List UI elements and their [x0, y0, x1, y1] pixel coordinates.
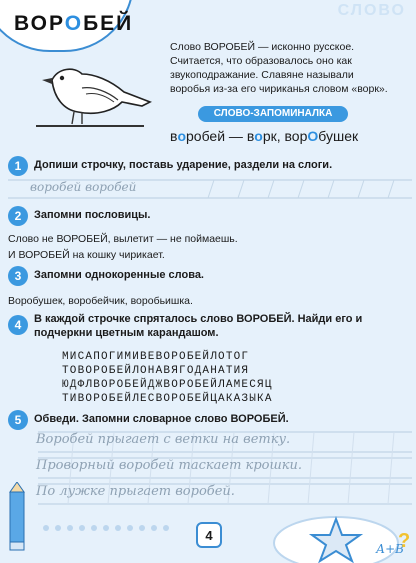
question-mark-icon: ?: [398, 530, 411, 552]
task-title-3: Запомни однокоренные слова.: [34, 269, 204, 281]
trace-line-3[interactable]: По лужке прыгает воробей.: [36, 484, 235, 499]
trace-line-1[interactable]: Воробей прыгает с ветки на ветку.: [36, 432, 291, 447]
ab-label: А+В: [376, 542, 404, 556]
star-decoration-icon: [266, 513, 416, 563]
proverb-1: Слово не ВОРОБЕЙ, вылетит — не поймаешь.: [8, 233, 238, 245]
task-title-1: Допиши строчку, поставь ударение, раздели на слоги.: [34, 159, 333, 171]
letter-row-3[interactable]: ЮДФЛВОРОБЕЙДЖВОРОБЕЙЛАМЕСЯЦ: [62, 379, 273, 391]
task-title-4: В каждой строчке спряталось слово ВОРОБЕЙ. Найди его и подчеркни цветным карандашом.: [34, 313, 363, 339]
sparrow-illustration: [34, 58, 154, 133]
page-number-box: [196, 522, 222, 548]
task-title-2: Запомни пословицы.: [34, 209, 151, 221]
task-number-2: 2: [8, 206, 28, 226]
letter-row-4[interactable]: ТИВОРОБЕЙЛЕСВОРОБЕЙЦАКАЗЫКА: [62, 393, 273, 405]
mnemonic-label: СЛОВО-ЗАПОМИНАЛКА: [198, 106, 348, 122]
intro-text: Слово ВОРОБЕЙ — исконно русское. Считается, что образовалось оно как звукоподражание. Славяне называли воробья из-за его чириканья словом «ворк».: [170, 41, 388, 95]
page-number: 4: [196, 522, 222, 548]
page-title: ВОРОБЕЙ: [14, 12, 134, 35]
trace-line-2[interactable]: Проворный воробей таскает крошки.: [36, 458, 303, 473]
mnemonic-text: воробей — ворк, ворОбушек: [170, 128, 359, 144]
pencil-icon: [4, 482, 34, 552]
proverb-2: И ВОРОБЕЙ на кошку чирикает.: [8, 249, 165, 261]
related-words: Воробушек, воробейчик, воробьишка.: [8, 295, 193, 307]
footer-dots-decoration: [40, 518, 180, 538]
letter-row-2[interactable]: ТОВОРОБЕЙЛОНАВЯГОДАНАТИЯ: [62, 365, 250, 377]
task-number-4: 4: [8, 315, 28, 335]
letter-row-1[interactable]: МИСАПОГИМИВЕВОРОБЕЙЛОТОГ: [62, 351, 250, 363]
task-number-1: 1: [8, 156, 28, 176]
handwriting-sample-1: воробей воробей: [30, 180, 137, 194]
task-number-5: 5: [8, 410, 28, 430]
task-title-5: Обведи. Запомни словарное слово ВОРОБЕЙ.: [34, 413, 289, 425]
watermark-text: СЛОВО: [337, 2, 406, 19]
task-number-3: 3: [8, 266, 28, 286]
